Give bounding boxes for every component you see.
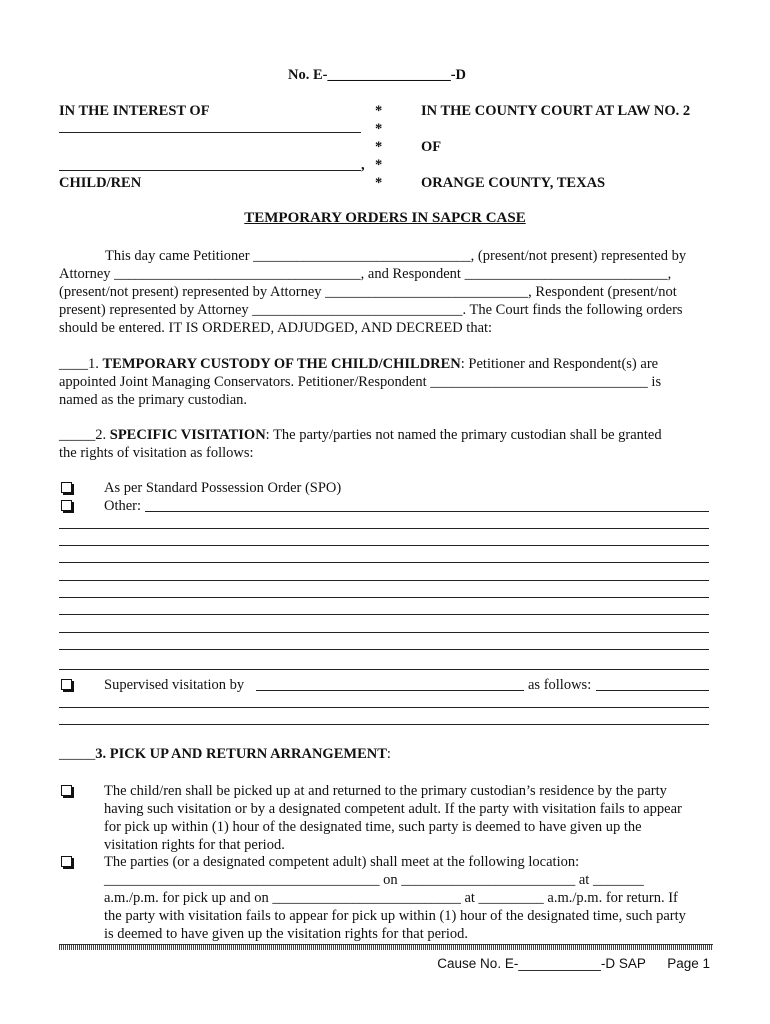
supervised-by-input-line[interactable] [256,690,524,691]
child-name-line-1[interactable] [59,132,361,133]
intro-line-2: Attorney __________________________________, and Respondent ____________________________, [59,266,672,282]
case-number: No. E-_________________-D [288,67,467,83]
star-separator: * [375,121,383,137]
document-title: TEMPORARY ORDERS IN SAPCR CASE [244,210,526,226]
page-footer [437,955,710,973]
star-separator: * [375,175,383,191]
section-1-number: 1. [88,356,103,372]
other-blank-line[interactable] [59,562,709,563]
other-checkbox[interactable] [61,500,72,511]
other-input-line[interactable] [145,511,709,512]
residence-option-line-1: The child/ren shall be picked up at and returned to the primary custodian’s residence by the party [104,783,667,799]
other-option-label: Other: [104,498,142,514]
residence-exchange-checkbox[interactable] [61,785,72,796]
court-of: OF [421,139,442,155]
footer-page-number: Page 1 [667,956,710,971]
court-county: ORANGE COUNTY, TEXAS [421,175,606,191]
other-blank-line[interactable] [59,632,709,633]
spo-option-label: As per Standard Possession Order (SPO) [104,480,342,496]
child-line-comma: , [361,157,365,173]
section-2-heading: SPECIFIC VISITATION [109,427,266,443]
other-blank-line[interactable] [59,580,709,581]
child-ren-label: CHILD/REN [59,175,142,191]
section-1-line-2: appointed Joint Managing Conservators. Petitioner/Respondent ______________________________ is [59,374,662,390]
footer-divider [59,944,713,950]
other-blank-line[interactable] [59,597,709,598]
star-separator: * [375,103,383,119]
section-2-text: : The party/parties not named the primary custodian shall be granted [265,427,662,443]
intro-line-4: present) represented by Attorney _____________________________. The Court finds the following orders [59,302,683,318]
section-1-blank[interactable]: ____ [59,356,88,372]
other-blank-line[interactable] [59,669,709,670]
section-2-line-2: the rights of visitation as follows: [59,445,254,461]
section-3-colon: : [386,746,391,762]
supervised-blank-line[interactable] [59,707,709,708]
section-3-heading: PICK UP AND RETURN ARRANGEMENT [109,746,387,762]
spo-checkbox[interactable] [61,482,72,493]
court-name: IN THE COUNTY COURT AT LAW NO. 2 [421,103,691,119]
supervised-as-follows: as follows: [528,677,592,693]
supervised-checkbox[interactable] [61,679,72,690]
residence-option-line-4: visitation rights for that period. [104,837,285,853]
location-option-line-5: is deemed to have given up the visitation rights for that period. [104,926,469,942]
footer-cause-number: Cause No. E-___________-D SAP [437,956,646,971]
location-option-line-2: ______________________________________ on ________________________ at _______ [104,872,644,888]
star-separator: * [375,139,383,155]
section-2-heading-line [59,426,662,444]
section-3-blank[interactable]: _____ [59,746,96,762]
other-blank-line[interactable] [59,649,709,650]
other-blank-line[interactable] [59,545,709,546]
residence-option-line-2: having such visitation or by a designated competent adult. If the party with visitation fails to appear [104,801,682,817]
section-2-blank[interactable]: _____ [59,427,96,443]
location-option-line-4: the party with visitation fails to appear for pick up within (1) hour of the designated time, such party [104,908,686,924]
intro-line-1: This day came Petitioner ______________________________, (present/not present) represented by [105,248,687,264]
residence-option-line-3: for pick up within (1) hour of the designated time, such party is deemed to have given up the [104,819,642,835]
meeting-location-checkbox[interactable] [61,856,72,867]
location-option-line-1: The parties (or a designated competent adult) shall meet at the following location: [104,854,580,870]
section-3-heading-line [59,745,391,763]
section-3-number: 3. [95,746,110,762]
star-separator: * [375,157,383,173]
section-2-number: 2. [95,427,110,443]
other-blank-line[interactable] [59,528,709,529]
supervised-blank-line[interactable] [59,724,709,725]
supervised-terms-line[interactable] [596,690,709,691]
section-1-heading-line [59,355,658,373]
child-name-line-2[interactable] [59,170,361,171]
section-1-line-3: named as the primary custodian. [59,392,248,408]
section-1-text: : Petitioner and Respondent(s) are [460,356,659,372]
other-blank-line[interactable] [59,614,709,615]
interest-of-label: IN THE INTEREST OF [59,103,210,119]
supervised-option-label: Supervised visitation by [104,677,245,693]
location-option-line-3: a.m./p.m. for pick up and on __________________________ at _________ a.m./p.m. for return. If [104,890,678,906]
intro-line-3: (present/not present) represented by Attorney ____________________________, Respondent (present/not [59,284,677,300]
intro-line-5: should be entered. IT IS ORDERED, ADJUDGED, AND DECREED that: [59,320,493,336]
section-1-heading: TEMPORARY CUSTODY OF THE CHILD/CHILDREN [102,356,461,372]
